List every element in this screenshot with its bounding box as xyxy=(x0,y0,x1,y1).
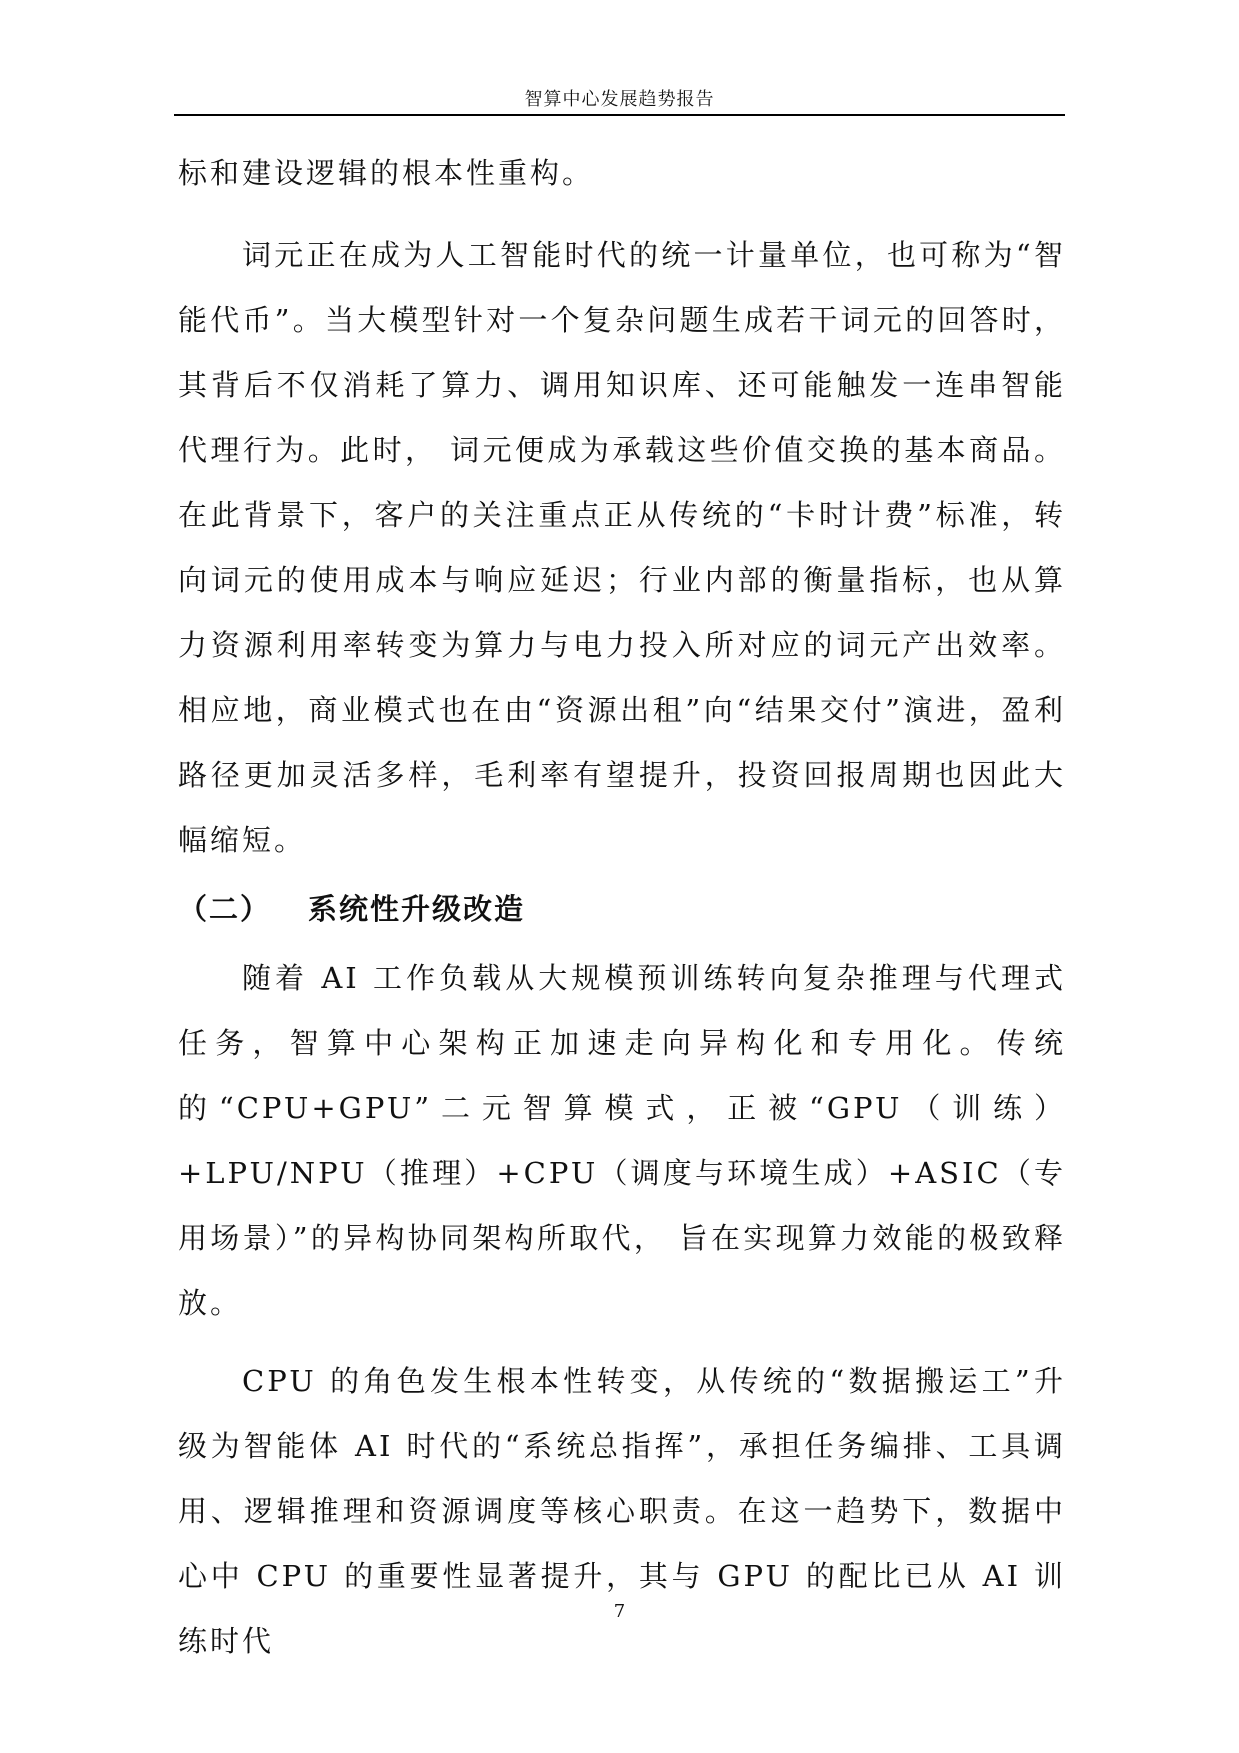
body-text xyxy=(178,141,1066,1674)
paragraph-cpu-role: CPU 的角色发生根本性转变，从传统的“数据搬运工”升级为智能体 AI 时代的“系统总指挥”，承担任务编排、工具调用、逻辑推理和资源调度等核心职责。在这一趋势下，数据中心中 CPU 的重要性显著提升，其与 GPU 的配比已从 AI 训练时代 xyxy=(178,1364,1066,1658)
section-title: 系统性升级改造 xyxy=(308,892,526,926)
paragraph-token-unit: 词元正在成为人工智能时代的统一计量单位，也可称为“智能代币”。当大模型针对一个复杂问题生成若干词元的回答时，其背后不仅消耗了算力、调用知识库、还可能触发一连串智能代理行为。此时， 词元便成为承载这些价值交换的基本商品。在此背景下，客户的关注重点正从传统的“卡时计费”标准，转向词元的使用成本与响应延迟；行业内部的衡量指标，也从算力资源利用率转变为算力与电力投入所对应的词元产出效率。相应地，商业模式也在由“资源出租”向“结果交付”演进，盈利路径更加灵活多样，毛利率有望提升，投资回报周期也因此大幅缩短。 xyxy=(178,238,1066,857)
section-heading xyxy=(178,877,1066,942)
header-divider xyxy=(174,114,1065,116)
page-number: 7 xyxy=(613,1601,626,1622)
paragraph-heterogeneous-architecture: 随着 AI 工作负载从大规模预训练转向复杂推理与代理式任务，智算中心架构正加速走向异构化和专用化。传统的“CPU+GPU”二元智算模式，正被“GPU（训练）+LPU/NPU（推理）+CPU（调度与环境生成）+ASIC（专用场景）”的异构协同架构所取代， 旨在实现算力效能的极致释放。 xyxy=(178,961,1066,1320)
section-number: （二） xyxy=(178,892,272,926)
paragraph-continuation: 标和建设逻辑的根本性重构。 xyxy=(178,156,595,190)
running-header: 智算中心发展趋势报告 xyxy=(524,89,715,110)
